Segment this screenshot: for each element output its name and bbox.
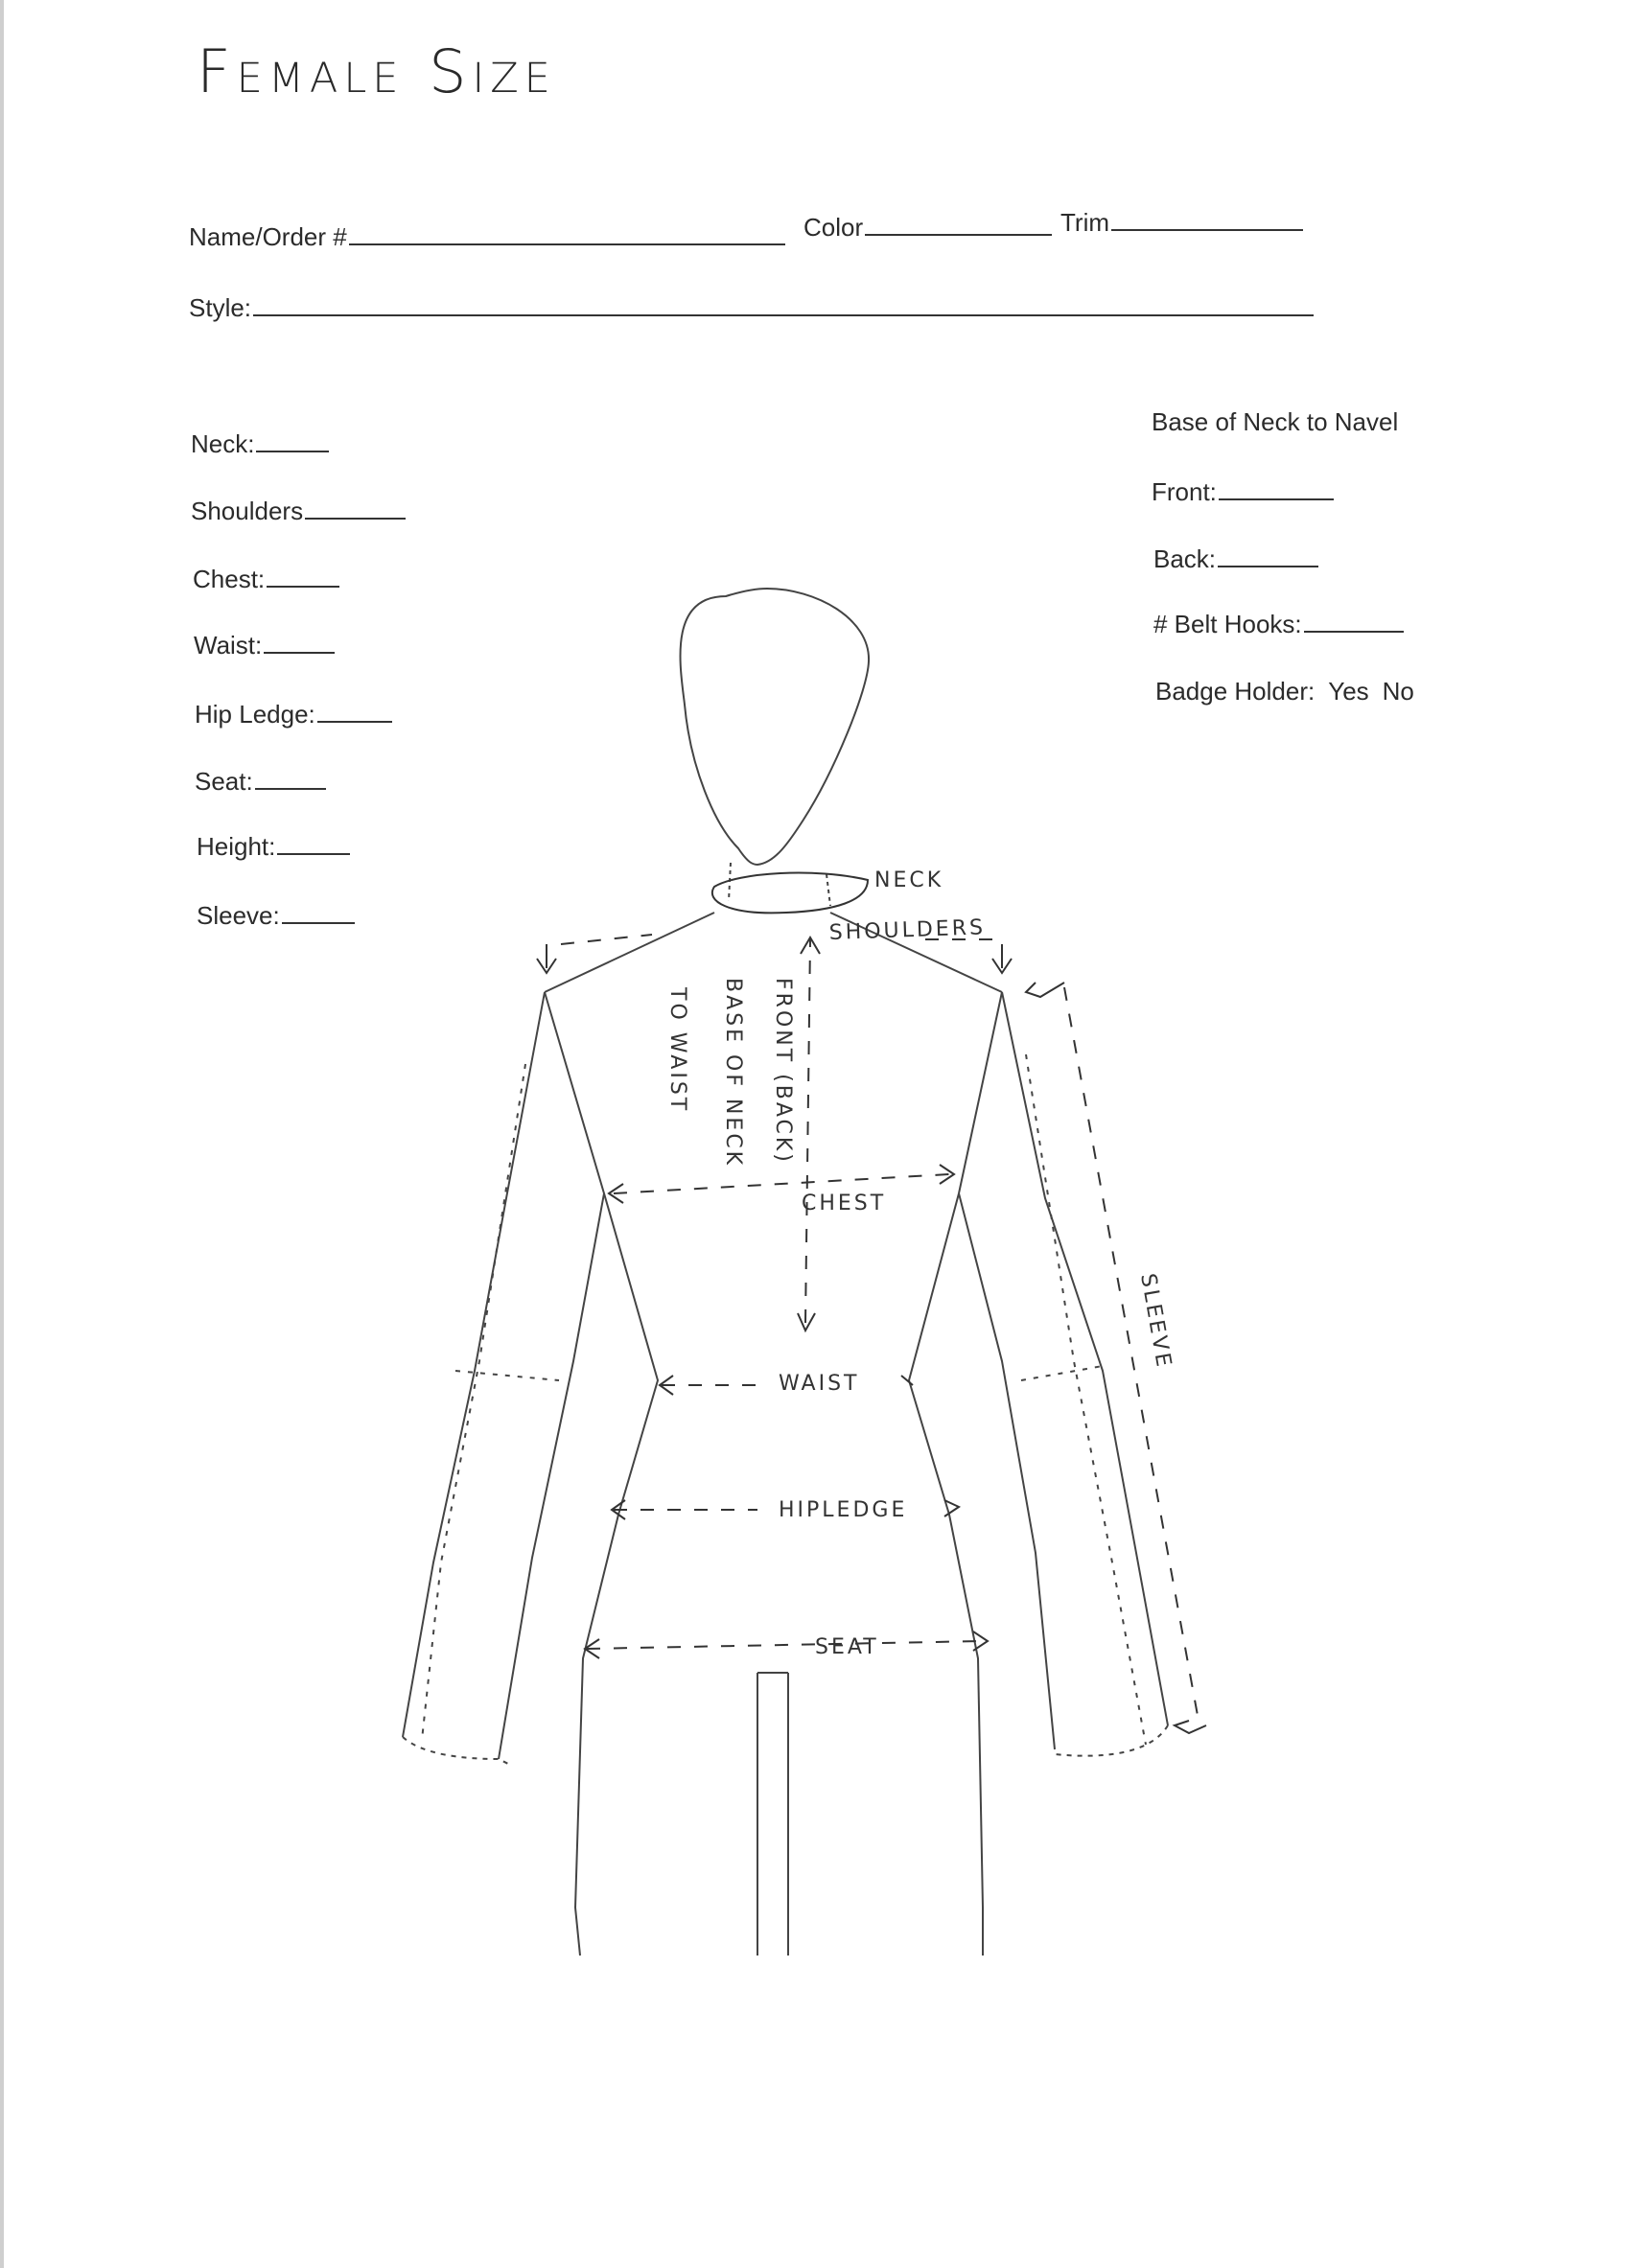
neck-left-line xyxy=(729,863,731,901)
front-label: Front: xyxy=(1152,477,1217,506)
shoulder-arrow-left xyxy=(561,935,652,944)
base-neck-navel-label: Base of Neck to Navel xyxy=(1152,407,1399,436)
figure-label-chest: CHEST xyxy=(802,1192,887,1215)
shoulders-label: Shoulders xyxy=(191,497,304,525)
figure-label-front-back: FRONT (BACK) xyxy=(771,978,795,1165)
shoulder-left xyxy=(545,913,714,992)
trim-label: Trim xyxy=(1060,208,1110,237)
neck-right-line xyxy=(827,874,830,906)
badge-holder-label: Badge Holder: xyxy=(1155,677,1316,706)
sleeve-arrow xyxy=(1064,987,1199,1721)
right-hand xyxy=(1055,1725,1168,1756)
figure-label-base-of-neck: BASE OF NECK xyxy=(721,978,745,1169)
sleeve-arrowheads xyxy=(1026,983,1206,1733)
figure-label-shoulders: SHOULDERS xyxy=(828,915,987,945)
neck-label: Neck: xyxy=(191,429,255,458)
torso-right xyxy=(909,992,1002,1956)
belt-hooks-label: # Belt Hooks: xyxy=(1153,610,1302,638)
head-outline xyxy=(680,589,869,865)
sleeve-label: Sleeve: xyxy=(197,901,280,930)
left-arm-inner xyxy=(499,1193,604,1759)
right-elbow-dash xyxy=(1021,1366,1103,1380)
right-arm-inner xyxy=(959,1193,1055,1749)
badge-no-option[interactable]: No xyxy=(1382,677,1414,706)
shoulder-tick-left xyxy=(537,944,556,973)
badge-yes-option[interactable]: Yes xyxy=(1328,677,1369,706)
figure-label-to-waist: TO WAIST xyxy=(665,987,689,1114)
figure-label-waist: WAIST xyxy=(779,1372,860,1396)
shoulder-tick-right xyxy=(992,944,1012,973)
color-label: Color xyxy=(803,213,864,242)
torso-left xyxy=(545,992,658,1956)
left-arm-outer xyxy=(403,992,545,1737)
style-label: Style: xyxy=(189,293,252,322)
figure-label-hip-ledge: HIPLEDGE xyxy=(779,1498,908,1522)
waist-label: Waist: xyxy=(194,631,263,660)
figure-label-neck: NECK xyxy=(874,868,944,892)
neck-loop xyxy=(712,873,868,914)
figure-label-sleeve: SLEEVE xyxy=(1135,1271,1176,1372)
left-arm-outer-dash xyxy=(422,1064,525,1740)
figure-label-seat: SEAT xyxy=(815,1635,879,1659)
chest-label: Chest: xyxy=(193,565,266,593)
name-order-label: Name/Order # xyxy=(189,222,347,251)
seat-label: Seat: xyxy=(195,767,253,796)
left-hand xyxy=(403,1737,508,1764)
left-elbow-dash xyxy=(455,1371,559,1380)
hip-ledge-label: Hip Ledge: xyxy=(195,700,315,729)
form-title: Female Size xyxy=(197,36,556,106)
chest-arrow xyxy=(614,1174,949,1193)
front-back-arrow xyxy=(805,939,810,1323)
seat-arrow xyxy=(587,1641,983,1649)
back-label: Back: xyxy=(1153,544,1217,573)
height-label: Height: xyxy=(197,832,276,861)
